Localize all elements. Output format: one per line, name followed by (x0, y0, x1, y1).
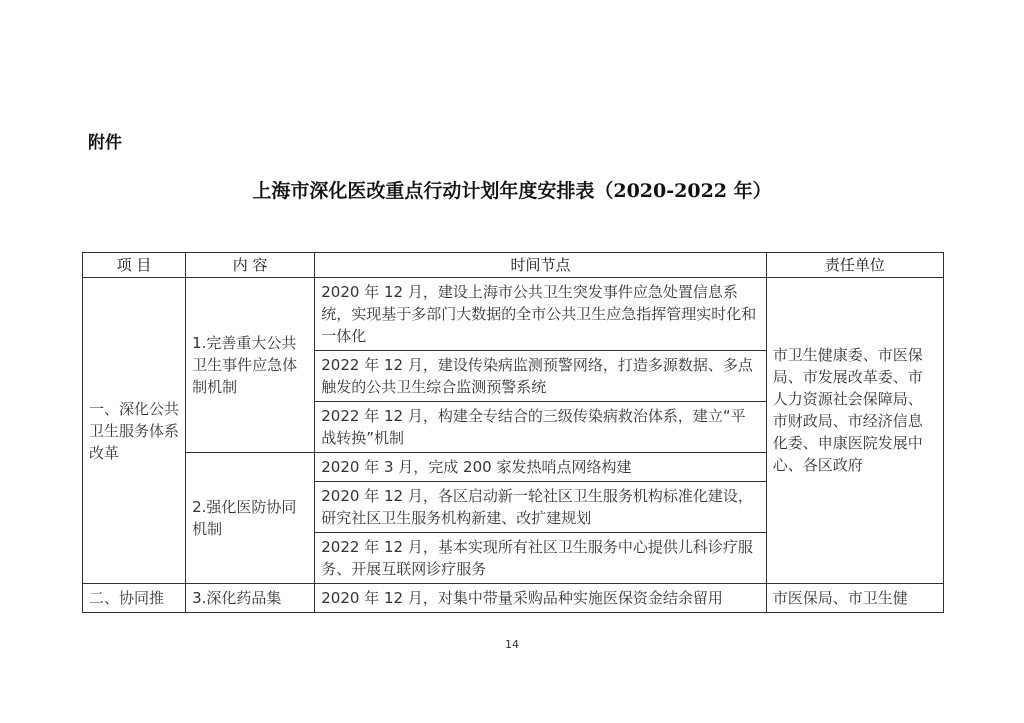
milestone-cell: 2022 年 12 月，基本实现所有社区卫生服务中心提供儿科诊疗服务、开展互联网诊疗服务 (315, 533, 767, 584)
table-row (83, 584, 944, 613)
content-cell: 3.深化药品集 (186, 584, 315, 613)
milestone-cell: 2020 年 12 月，各区启动新一轮社区卫生服务机构标准化建设，研究社区卫生服务机构新建、改扩建规划 (315, 482, 767, 533)
schedule-table (82, 252, 944, 613)
document-title: 上海市深化医改重点行动计划年度安排表（2020-2022 年） (252, 180, 772, 202)
page-number: 14 (505, 638, 519, 651)
table-row (83, 278, 944, 351)
milestone-cell: 2020 年 12 月，对集中带量采购品种实施医保资金结余留用 (315, 584, 767, 613)
header-content: 内 容 (186, 253, 315, 278)
milestone-cell: 2020 年 12 月，建设上海市公共卫生突发事件应急处置信息系统，实现基于多部门大数据的全市公共卫生应急指挥管理实时化和一体化 (315, 278, 767, 351)
responsible-cell: 市卫生健康委、市医保局、市发展改革委、市人力资源社会保障局、市财政局、市经济信息化委、申康医院发展中心、各区政府 (766, 278, 943, 584)
item-cell: 一、深化公共卫生服务体系改革 (83, 278, 186, 584)
header-item: 项 目 (83, 253, 186, 278)
responsible-cell: 市医保局、市卫生健 (766, 584, 943, 613)
milestone-cell: 2022 年 12 月，构建全专结合的三级传染病救治体系，建立“平战转换”机制 (315, 402, 767, 453)
milestone-cell: 2022 年 12 月，建设传染病监测预警网络，打造多源数据、多点触发的公共卫生综合监测预警系统 (315, 351, 767, 402)
milestone-cell: 2020 年 3 月，完成 200 家发热哨点网络构建 (315, 453, 767, 482)
item-cell: 二、协同推 (83, 584, 186, 613)
header-responsible: 责任单位 (766, 253, 943, 278)
table-header-row (83, 253, 944, 278)
content-cell: 2.强化医防协同机制 (186, 453, 315, 584)
content-cell: 1.完善重大公共卫生事件应急体制机制 (186, 278, 315, 453)
header-milestone: 时间节点 (315, 253, 767, 278)
attachment-label: 附件 (88, 133, 122, 153)
